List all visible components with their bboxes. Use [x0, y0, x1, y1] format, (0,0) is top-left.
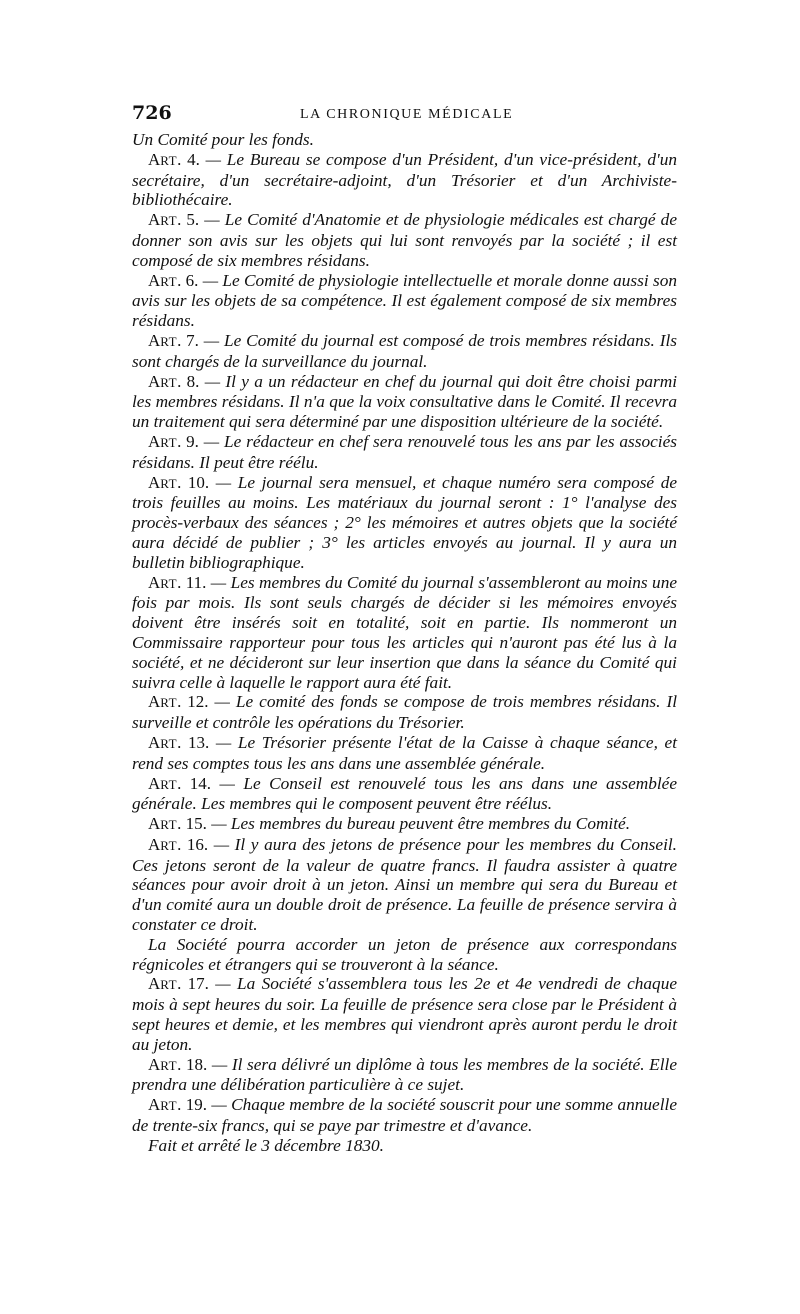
article-label: ART. 16.: [148, 834, 209, 854]
article-label: ART. 15.: [148, 814, 207, 834]
article-paragraph: [132, 331, 677, 372]
article-paragraph: [132, 692, 677, 733]
article-text: — Le journal sera mensuel, et chaque numéro sera composé de trois feuilles au moins. Les matériaux du journal seront : 1° l'analyse des procès-verbaux des séances ; 2° les mémoires et autres objets que la société aura décidé de publier ; 3° les articles envoyés au journal. Il y aura un bulletin bibliographique.: [132, 472, 678, 572]
article-paragraph: [132, 1055, 677, 1096]
article-label: ART. 4.: [148, 149, 200, 169]
article-paragraph: [132, 150, 677, 210]
article-paragraph: [132, 573, 677, 693]
article-label: ART. 10.: [148, 472, 210, 492]
article-text: — Chaque membre de la société souscrit pour une somme annuelle de trente-six francs, qui se paye par trimestre et d'avance.: [132, 1095, 677, 1136]
article-label: ART. 18.: [148, 1054, 208, 1074]
article-text: — Il y a un rédacteur en chef du journal qui doit être choisi parmi les membres résidans. Il n'a que la voix consultative dans le Comité. Il recevra un traitement qui sera déterminé par une disposition ultérieure de la société.: [132, 371, 678, 432]
paragraph-text: Fait et arrêté le 3 décembre 1830.: [148, 1135, 384, 1155]
article-text: — Le Comité du journal est composé de trois membres résidans. Ils sont chargés de la surveillance du journal.: [132, 330, 677, 371]
article-text: — Les membres du bureau peuvent être membres du Comité.: [206, 814, 631, 834]
article-label: ART. 5.: [148, 210, 200, 230]
article-label: ART. 6.: [148, 270, 199, 290]
article-label: ART. 9.: [148, 431, 199, 451]
article-body: [132, 130, 677, 1156]
paragraph-text: La Société pourra accorder un jeton de présence aux correspondans régnicoles et étrangers qui se trouveront à la séance.: [132, 934, 677, 974]
article-paragraph: [132, 372, 677, 432]
paragraph-text: Un Comité pour les fonds.: [132, 130, 314, 149]
article-paragraph: [132, 974, 677, 1054]
paragraph: [132, 935, 677, 975]
article-paragraph: [132, 774, 677, 815]
paragraph: [132, 130, 677, 150]
article-label: ART. 8.: [148, 371, 200, 391]
article-label: ART. 12.: [148, 692, 209, 712]
article-text: — Le Conseil est renouvelé tous les ans dans une assemblée générale. Les membres qui le composent peuvent être réélus.: [132, 773, 678, 814]
article-text: — Les membres du Comité du journal s'assembleront au moins une fois par mois. Ils sont seuls chargés de décider si les mémoires envoyés doivent être insérés soit en totalité, soit en partie. Ils nommeront un Commissaire rapporteur pour tous les articles qui n'auront pas été lus à la société, et ne décideront sur leur insertion que dans la séance du Comité qui suivra celle à laquelle le rapport aura été fait.: [132, 572, 677, 692]
article-label: ART. 14.: [148, 773, 212, 793]
article-label: ART. 11.: [148, 572, 207, 592]
page-header: [132, 102, 677, 128]
article-text: — Le Bureau se compose d'un Président, d'un vice-président, d'un secrétaire, d'un secrétaire-adjoint, d'un Trésorier et d'un Archiviste-bibliothécaire.: [132, 149, 677, 210]
article-label: ART. 7.: [148, 330, 199, 350]
closing-line: [132, 1136, 677, 1156]
article-paragraph: [132, 733, 677, 774]
article-paragraph: [132, 1095, 677, 1136]
article-text: — Le Comité de physiologie intellectuelle et morale donne aussi son avis sur les objets de sa compétence. Il est également composé de six membres résidans.: [132, 270, 677, 331]
running-title: LA CHRONIQUE MÉDICALE: [300, 107, 514, 122]
article-text: — Il y aura des jetons de présence pour les membres du Conseil. Ces jetons seront de la valeur de quatre francs. Il faudra assister à quatre séances pour avoir droit à un jeton. Ainsi un membre qui sera du Bureau et d'un comité aura un double droit de présence. La feuille de présence servira à constater ce droit.: [132, 834, 677, 935]
article-label: ART. 19.: [148, 1095, 207, 1115]
article-text: — Le Trésorier présente l'état de la Caisse à chaque séance, et rend ses comptes tous les ans dans une assemblée générale.: [132, 732, 678, 773]
article-text: — La Société s'assemblera tous les 2e et 4e vendredi de chaque mois à sept heures du soir. La feuille de présence sera close par le Président à sept heures et demie, et les membres qui viendront après auront perdu le droit au jeton.: [132, 974, 678, 1054]
page-number: 726: [132, 102, 172, 124]
article-text: — Le rédacteur en chef sera renouvelé tous les ans par les associés résidans. Il peut être réélu.: [132, 431, 678, 472]
article-paragraph: [132, 210, 677, 270]
article-text: — Le comité des fonds se compose de trois membres résidans. Il surveille et contrôle les opérations du Trésorier.: [132, 692, 677, 733]
article-paragraph: [132, 835, 677, 935]
article-paragraph: [132, 473, 677, 573]
article-label: ART. 13.: [148, 732, 210, 752]
article-paragraph: [132, 271, 677, 331]
article-text: — Le Comité d'Anatomie et de physiologie médicales est chargé de donner son avis sur les objets qui lui sont renvoyés par la société ; il est composé de six membres résidans.: [132, 210, 677, 270]
article-paragraph: [132, 814, 677, 835]
article-text: — Il sera délivré un diplôme à tous les membres de la société. Elle prendra une délibération particulière à ce sujet.: [132, 1054, 678, 1095]
article-label: ART. 17.: [148, 974, 209, 994]
article-paragraph: [132, 432, 677, 473]
